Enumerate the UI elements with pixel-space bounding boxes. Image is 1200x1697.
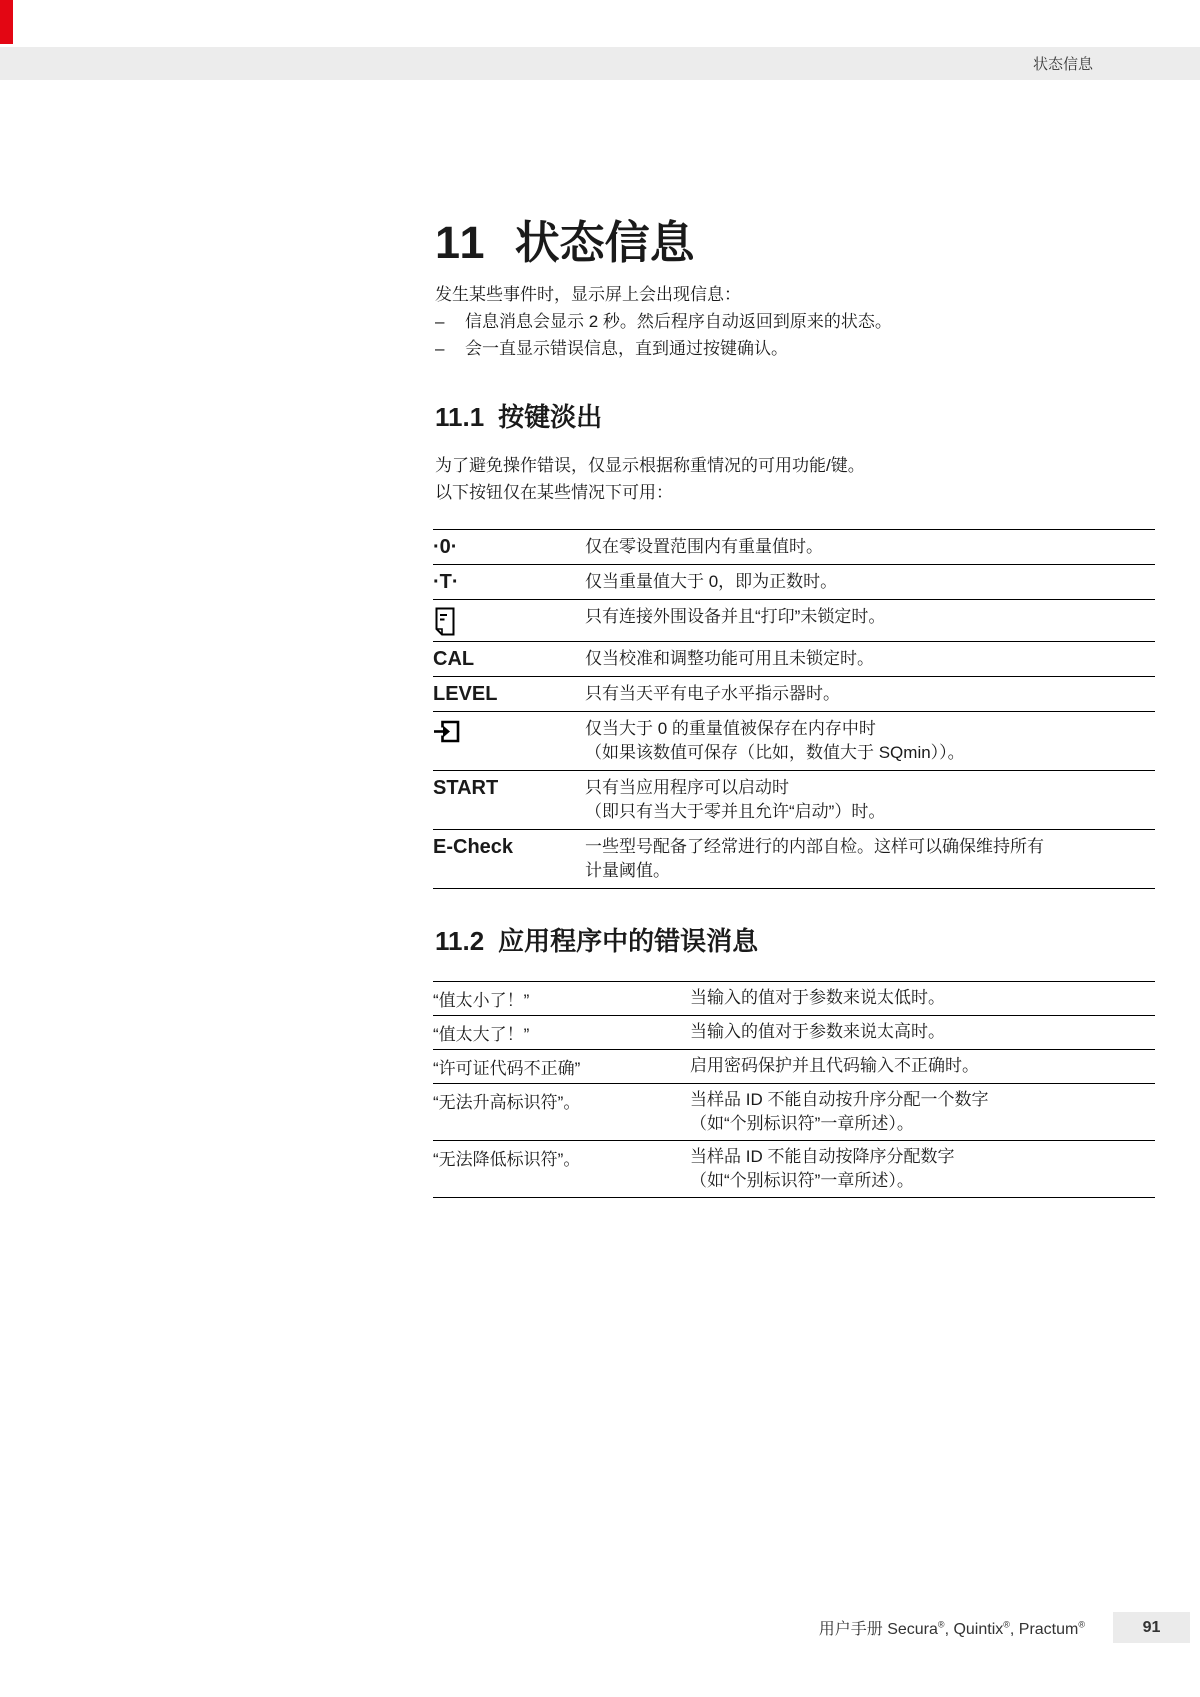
condition-line: 只有连接外围设备并且“打印”未锁定时。 <box>585 607 886 626</box>
error-message-text: “值太大了！” <box>433 1025 530 1044</box>
error-message-text: “无法降低标识符”。 <box>433 1150 581 1169</box>
cause-line: 当输入的值对于参数来说太高时。 <box>690 1022 945 1041</box>
condition-line: （如果该数值可保存（比如，数值大于 SQmin））。 <box>585 743 965 762</box>
key-condition-row <box>433 641 1155 676</box>
bullet-text: 信息消息会显示 2 秒。然后程序自动返回到原来的状态。 <box>465 312 892 331</box>
cause-line: （如“个别标识符”一章所述）。 <box>690 1114 914 1133</box>
intro-bullet <box>435 308 892 335</box>
level-key-label: LEVEL <box>433 683 498 705</box>
key-condition-row <box>433 599 1155 641</box>
error-cause-text <box>690 1145 1155 1193</box>
cal-key-label: CAL <box>433 648 475 670</box>
key-condition-row <box>433 676 1155 711</box>
paragraph-line: 以下按钮仅在某些情况下可用： <box>435 483 673 502</box>
key-condition-row <box>433 564 1155 599</box>
cause-line: 当样品 ID 不能自动按降序分配数字 <box>690 1147 955 1166</box>
cause-line: 启用密码保护并且代码输入不正确时。 <box>690 1056 979 1075</box>
section-11-2-number: 11.2 <box>435 926 485 956</box>
condition-line: 一些型号配备了经常进行的内部自检。这样可以确保维持所有 <box>585 837 1044 856</box>
running-header-bar <box>0 47 1200 80</box>
condition-line: 计量阈值。 <box>585 861 670 880</box>
key-condition-text <box>585 717 1155 765</box>
section-11-2-heading <box>435 928 758 954</box>
section-11-1-title: 按键淡出 <box>498 402 603 432</box>
key-availability-table <box>433 529 1155 889</box>
error-message-row <box>433 1083 1155 1140</box>
error-cause-text <box>690 1020 1155 1045</box>
bullet-dash: – <box>435 312 445 331</box>
key-condition-row <box>433 529 1155 564</box>
key-condition-row <box>433 770 1155 829</box>
error-message-row <box>433 1049 1155 1083</box>
section-11-1-number: 11.1 <box>435 402 485 432</box>
page-number-box <box>1113 1612 1190 1643</box>
print-icon <box>433 605 585 636</box>
registered-trademark-mark: ® <box>937 1619 945 1630</box>
condition-line: 仅在零设置范围内有重量值时。 <box>585 537 823 556</box>
cause-line: 当输入的值对于参数来说太低时。 <box>690 988 945 1007</box>
error-message-row <box>433 981 1155 1015</box>
condition-line: 仅当大于 0 的重量值被保存在内存中时 <box>585 719 876 738</box>
manual-title <box>819 1616 1085 1639</box>
condition-line: 只有当应用程序可以启动时 <box>585 778 789 797</box>
key-condition-text <box>585 776 1155 824</box>
condition-line: 只有当天平有电子水平指示器时。 <box>585 684 840 703</box>
page-footer <box>819 1612 1190 1643</box>
running-header-title: 状态信息 <box>1032 56 1093 73</box>
error-message-text: “无法升高标识符”。 <box>433 1093 581 1112</box>
echeck-key-label: E-Check <box>433 836 514 858</box>
cause-line: 当样品 ID 不能自动按升序分配一个数字 <box>690 1090 989 1109</box>
key-condition-text <box>585 835 1155 883</box>
start-key-label: START <box>433 777 499 799</box>
key-condition-text <box>585 570 1155 594</box>
manual-title-part: , Practum <box>1009 1621 1079 1638</box>
cause-line: （如“个别标识符”一章所述）。 <box>690 1171 914 1190</box>
error-message-text: “许可证代码不正确” <box>433 1059 581 1078</box>
error-message-text: “值太小了！” <box>433 991 530 1010</box>
registered-trademark-mark: ® <box>1078 1619 1085 1630</box>
key-condition-row <box>433 829 1155 889</box>
chapter-number: 11 <box>435 217 487 268</box>
chapter-title <box>435 217 695 268</box>
bullet-dash: – <box>435 339 445 358</box>
error-cause-text <box>690 1054 1155 1079</box>
key-condition-text <box>585 647 1155 671</box>
zero-key-label: ·0· <box>433 536 458 558</box>
bullet-text: 会一直显示错误信息，直到通过按键确认。 <box>465 339 788 358</box>
key-condition-text <box>585 682 1155 706</box>
manual-title-part: 用户手册 Secura <box>818 1621 938 1638</box>
error-cause-text <box>690 986 1155 1011</box>
tare-key-label: ·T· <box>433 571 459 593</box>
key-condition-text <box>585 605 1155 636</box>
condition-line: 仅当重量值大于 0，即为正数时。 <box>585 572 838 591</box>
key-condition-text <box>585 535 1155 559</box>
page-number: 91 <box>1142 1618 1161 1636</box>
intro-lead: 发生某些事件时，显示屏上会出现信息： <box>435 285 741 304</box>
chapter-title-text: 状态信息 <box>514 217 695 268</box>
section-11-1-paragraph <box>435 452 865 506</box>
registered-trademark-mark: ® <box>1003 1619 1010 1630</box>
intro-bullet <box>435 335 892 362</box>
error-message-table <box>433 981 1155 1198</box>
condition-line: （即只有当大于零并且允许“启动”）时。 <box>585 802 886 821</box>
intro-paragraph <box>435 281 892 362</box>
section-11-2-title: 应用程序中的错误消息 <box>498 926 759 956</box>
chapter-edge-tab <box>0 0 13 44</box>
key-condition-row <box>433 711 1155 770</box>
error-cause-text <box>690 1088 1155 1136</box>
section-11-1-heading <box>435 404 602 430</box>
error-message-row <box>433 1140 1155 1198</box>
paragraph-line: 为了避免操作错误，仅显示根据称重情况的可用功能/键。 <box>435 456 865 475</box>
memory-icon <box>433 717 585 765</box>
intro-bullet-list <box>435 308 892 362</box>
error-message-row <box>433 1015 1155 1049</box>
manual-title-part: , Quintix <box>944 1621 1004 1638</box>
condition-line: 仅当校准和调整功能可用且未锁定时。 <box>585 649 874 668</box>
